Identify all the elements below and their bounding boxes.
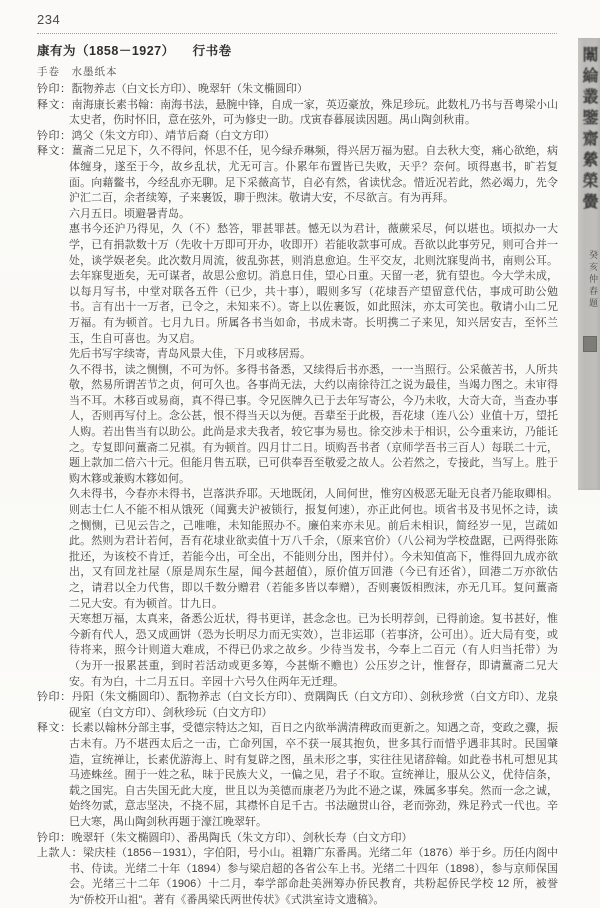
lot-title-line: [37, 41, 557, 59]
entry-paragraph: 钤印：翫物养志（白文长方印）、晚翠轩（朱文椭圆印）: [37, 83, 308, 95]
entry: [37, 144, 558, 690]
page-number: 234: [37, 12, 61, 27]
entry-paragraph: 释文：长素以翰林分部主事，受德宗特达之知，百日之内欲举满清稗政而更新之。知遇之奇，变政之骤，振古未有。乃不堪西太后之一击，亡命列国，卒不获一展其抱负，世多其行而惜乎遇非其时。民国肇造，宣统禅让，长素优游海上、时有复辟之图，虽未形之事，实往往见诸辞翰。如此卷书札可想见其马迹蛛丝。囿于一姓之私，昧于民族大义，一偏之见，君子不取。宣统禅让，服从公义，优待信条，载之国宪。自古失国无此大度，世且以为美德而康老乃为此不逊之谋，殊属多事矣。然而一念之诚，始终勿贰，意志坚决，不挠不屈，其襟怀自足千古。书法融贯山谷，老而弥劲，殊足矜式一代也。辛巳大寒，禺山陶剑秋再题于濠江晚翠轩。: [37, 722, 559, 828]
entry-paragraph: 久未得书，今春亦未得书，岂落洪乔耶。天地既闭，人间何世，惟穷凶极恶无耻无良者乃能取卿相。则志士仁人不能不相从饿死（闻冀夫沪被锁行，报复何速），亦正此何也。顷省书及书见怀之诗，读之恻恻，已见云告之，己唯唯，未知能照办不。廉伯来亦未见。前后未相识，简经岁一见，岂疏如此。然则为君计若何，吾有花埭业欲卖值十万八千余，（原来官价）（八公祠为学校盘踞，已两得张陈批还，为该校不肯迁，若能今出，可全出，不能则分出，图并付）。今未知值高下，惟得回九成亦欲出，又有回龙社屋（原是周东生屋，闻今甚超值），原价值万回港（今已有还省），回港二万亦欲估之，请君以全力代售，即以千数分赠君（若能多皆以奉赠），否则裹饭相煦沫，亦无几耳。复问薑斋二兄大安。有为顿首。廿九日。: [69, 488, 558, 610]
adjacent-page-spine: [578, 38, 600, 490]
medium-line: 手卷 水墨纸本: [37, 66, 118, 78]
entry-paragraph: 惠书今还沪乃得见，久（不）愁答，罪甚罪甚。憾无以为君计，薇蕨采尽，何以堪也。顷拟办一大学，已有捐款数十万（先收十万即可开办，收即开）若能收款事可成。吾欲以此事劳兄，则可合并一处，谈学娱老矣。此次数月周流，彼乱弥甚，则消息愈迫。生平交友，北则沈寐叟尚书，南则公耳。去年寐叟逝矣，无可谋者，故思公愈切。消息日佳，望心日重。天留一老，犹有望也。今大学未成，以每月写书，中堂对联各五件（已少，共十事），暇则多写（花埭吾产望留意代估，事成可助公勉书。言有出十一万者，已令之，未知来不）。寄上以佐裹饭，如此照沫，亦太可笑也。敬请小山二兄万福。有为顿首。七月九日。所属各书当如命，书成未寄。长明携二子来见，知兴居安吉，至怀兰玉，生自可喜也。为又启。: [69, 223, 558, 345]
entry: [37, 690, 558, 721]
artist-dates: （1858－1927）: [76, 44, 175, 58]
entry-paragraph: 上款人：梁庆桂（1856－1931），字伯阳，号小山。祖籍广东番禺。光绪二年（1876）举于乡。历任内阁中书、侍读。光绪二十年（1894）参与梁启超的各省公车上书。光绪二十四年（1898），参与京师保国会。光绪三十二年（1906）十二月，奉学部命赴美洲筹办侨民教育，共粉起侨民学校 12 所，被誉为“侨校开山祖”。著有《番禺梁氏两世传状》《式洪室诗文遗稿》。: [37, 847, 558, 906]
entry-label: 钤印：: [37, 83, 72, 95]
entry-label: 钤印：: [37, 691, 72, 704]
header-divider: [37, 33, 557, 34]
entry-label: 钤印：: [37, 129, 72, 142]
spine-seal-stamp-icon: [583, 336, 597, 352]
entry-paragraph: 久不得书，读之恻恻，不可为怀。多得书备悉，又续得后书亦悉，一一当照行。公采薇苦书，人所共敬，然易所谓苦节之贞，何可久也。各事尚无法，大约以南徐待江之说为最佳，当竭力图之。未审得当不耳。木移百或易商，真不得已事。令兄医牌久已于去年写寄公，今乃未收，大奇大奇，当查办事人，否则再写付上。念公甚，恨不得当天以为便。吾辈至于此极，吾花埭（连八公）业值十万，望托人购。若出售当有以助公。此尚是求夫我者，较它事为易也。徐交涉未于相识，公今重来访，乃能讬之。专复即问薑斋二兄祺。有为顿首。四月廿二日。顷购吾书者（京师学吾书三百人）每联二十元，题上款加二倍六十元。但能月售五联，已可供奉吾至敬爱之故人。公若然之，专接此，当写上。胜于购木簃或兼购木簃如何。: [69, 363, 558, 485]
entry-paragraph: 先后书写字续寄，青岛风景大佳，下月或移居焉。: [69, 348, 311, 361]
entry: [37, 82, 558, 98]
artist-name: 康有为: [37, 44, 77, 58]
entry: [37, 129, 558, 145]
entry-paragraph: 释文：南海康长素书翰：南海书法，悬腕中锋，自成一家，英迈豪放，殊足珍玩。此数札乃书与吾粤梁小山太史者，伤时怀旧，意在弦外，可为修史一助。戊寅春暮展读因题。禺山陶剑秋甫。: [37, 98, 559, 127]
entry-label: 释文：: [37, 722, 72, 735]
entry: [37, 831, 558, 847]
entry-label: 上款人：: [37, 847, 84, 860]
entry: [37, 98, 558, 129]
entry-paragraph: 钤印：丹阳（朱文椭圆印）、翫物养志（白文长方印）、贲隅陶氏（白文方印）、剑秋珍赏（白文方印）、龙泉砚室（白文方印）、剑秋珍玩（白文方印）: [37, 691, 558, 719]
entry: [37, 846, 558, 908]
entry-paragraph: 天寒想万福，太真来，备悉公近状，得书更详，甚念念也。已为长明荐剑，已得前途。复书甚好，惟今新有代人，恐又成画饼（恐为长明尽力而无实效），岂非运耶（若事济，公可出）。近大局有变，或待将来，照今计则道大难成，不得已仍求之故乡。少待当发书，今奉上二百元（有人归当托带）为（为开一报累甚重，到时若活动或更多筹，今甚惭不赡也）公压岁之计，惟督存，即请薑斋二兄大安。有为白，十二月五日。辛园十六号久住两年无迁理。: [69, 613, 558, 688]
entry-label: 释文：: [37, 98, 72, 111]
spine-calligraphy-small: 癸亥仲春題: [588, 250, 598, 310]
spine-calligraphy: 闈綸叢鑒齋縈榮黌: [580, 46, 597, 214]
lot-header: [37, 41, 557, 79]
entry-label: 释文：: [37, 145, 72, 158]
entry-label: 钤印：: [37, 831, 72, 844]
entry-paragraph: 六月五日。顷避暑青岛。: [69, 207, 190, 220]
entry-paragraph: 钤印：晚翠轩（朱文椭圆印）、番禺陶氏（朱文方印）、剑秋长寿（白文方印）: [37, 831, 413, 844]
entry-paragraph: 释文：薑斋二兄足下，久不得问，怀思不任，见今绿乔琳频，得兴居万福为慰。自去秋大变，痛心欲绝，病体缠身，遂至于今，故乡乱状，尤无可言。仆累年布置皆已失败，天乎？奈何。顷得惠书，旷若复面。向藉鳖书，今经乱亦无聊。足下采薇高节，自必有然，省读忧念。惜近况若此，然必竭力，先令沪汇二百，余者续筹，子来裹饭，聊于煦沫。敬请大安，不尽欲言。有为再拜。: [37, 145, 559, 205]
work-title: 行书卷: [192, 44, 232, 58]
catalog-entries: [37, 82, 558, 908]
entry-paragraph: 钤印：鸿父（朱文方印）、靖节后裔（白文方印）: [37, 129, 275, 142]
